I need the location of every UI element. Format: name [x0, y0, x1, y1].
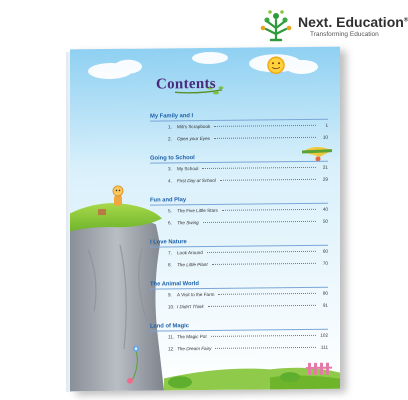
- toc-leader-dots: [203, 221, 316, 223]
- brand-name: Next. Education®: [298, 14, 408, 30]
- toc-entry-page: 80: [322, 290, 328, 296]
- toc-leader-dots: [218, 293, 316, 295]
- toc-section-title: My Family and I: [150, 113, 194, 120]
- contents-heading: Contents: [156, 75, 216, 93]
- toc-entry-number: 7.: [168, 250, 172, 256]
- toc-entry-title: The Little Plant: [177, 261, 208, 268]
- toc-entry-page: 1: [325, 122, 328, 128]
- brand-tagline: Transforming Education: [310, 31, 379, 38]
- toc-section-title: I Love Nature: [150, 239, 187, 246]
- toc-entry-title: The Magic Pot: [177, 333, 207, 340]
- toc-leader-dots: [214, 125, 316, 127]
- toc-entry-number: 10.: [168, 304, 175, 310]
- toc-entry-title: A Visit to the Farm: [177, 291, 215, 298]
- toc-entry-page: 10: [322, 134, 328, 140]
- toc-entry-title: Mili's Scrapbook: [177, 123, 211, 130]
- toc-entry-number: 5.: [168, 208, 172, 214]
- sun-icon: [268, 57, 284, 73]
- toc-entry-number: 3.: [168, 166, 172, 172]
- toc-entry-page: 60: [322, 248, 328, 254]
- toc-entry-number: 11.: [168, 334, 175, 340]
- toc-entry-page: 40: [322, 206, 328, 212]
- toc-entry-title: My School: [177, 166, 199, 172]
- toc-entry: [150, 135, 328, 149]
- book-contents-page: [70, 47, 340, 392]
- toc-section-title: Going to School: [150, 155, 195, 162]
- toc-leader-dots: [202, 167, 316, 169]
- toc-entry-title: The Swing: [177, 220, 199, 226]
- toc-entry-number: 8.: [168, 262, 172, 268]
- toc-entry: [150, 345, 328, 359]
- toc-entry: [150, 303, 328, 317]
- toc-entry-page: 21: [322, 164, 328, 170]
- toc-leader-dots: [214, 137, 316, 139]
- toc-entry-page: 70: [322, 260, 328, 266]
- toc-entry-title: First Day at School: [177, 177, 216, 184]
- toc-entry-number: 6.: [168, 220, 172, 226]
- toc-entry-title: Look Around: [177, 250, 203, 256]
- tree-people-icon: [258, 8, 294, 44]
- table-of-contents: [150, 111, 328, 359]
- toc-entry-page: 50: [322, 218, 328, 224]
- toc-section-title: Land of Magic: [150, 323, 189, 330]
- toc-leader-dots: [208, 305, 316, 307]
- toc-leader-dots: [220, 179, 316, 181]
- toc-entry-number: 12.: [168, 346, 175, 352]
- toc-entry-title: Open your Eyes: [177, 135, 210, 142]
- toc-leader-dots: [222, 209, 316, 211]
- toc-entry-number: 1.: [168, 124, 172, 130]
- toc-entry-number: 4.: [168, 178, 172, 184]
- toc-entry: [150, 219, 328, 233]
- toc-entry-page: 102: [320, 332, 328, 338]
- toc-leader-dots: [215, 347, 316, 349]
- toc-entry-page: 29: [322, 176, 328, 182]
- toc-entry-page: 111: [321, 344, 328, 350]
- toc-entry-page: 91: [322, 302, 328, 308]
- toc-entry-title: I Didn't Think: [177, 304, 204, 310]
- toc-entry-number: 2.: [168, 136, 172, 142]
- toc-entry: [150, 177, 328, 191]
- toc-entry: [150, 261, 328, 275]
- toc-leader-dots: [212, 263, 316, 265]
- toc-entry-number: 9.: [168, 292, 172, 298]
- toc-entry-title: The Five Little Stars: [177, 207, 218, 214]
- toc-section-title: Fun and Play: [150, 197, 187, 204]
- toc-leader-dots: [207, 251, 316, 253]
- toc-section-title: The Animal World: [150, 281, 199, 288]
- toc-entry-title: The Dream Fairy: [177, 345, 212, 352]
- brand-logo: [258, 8, 408, 44]
- toc-leader-dots: [211, 335, 316, 337]
